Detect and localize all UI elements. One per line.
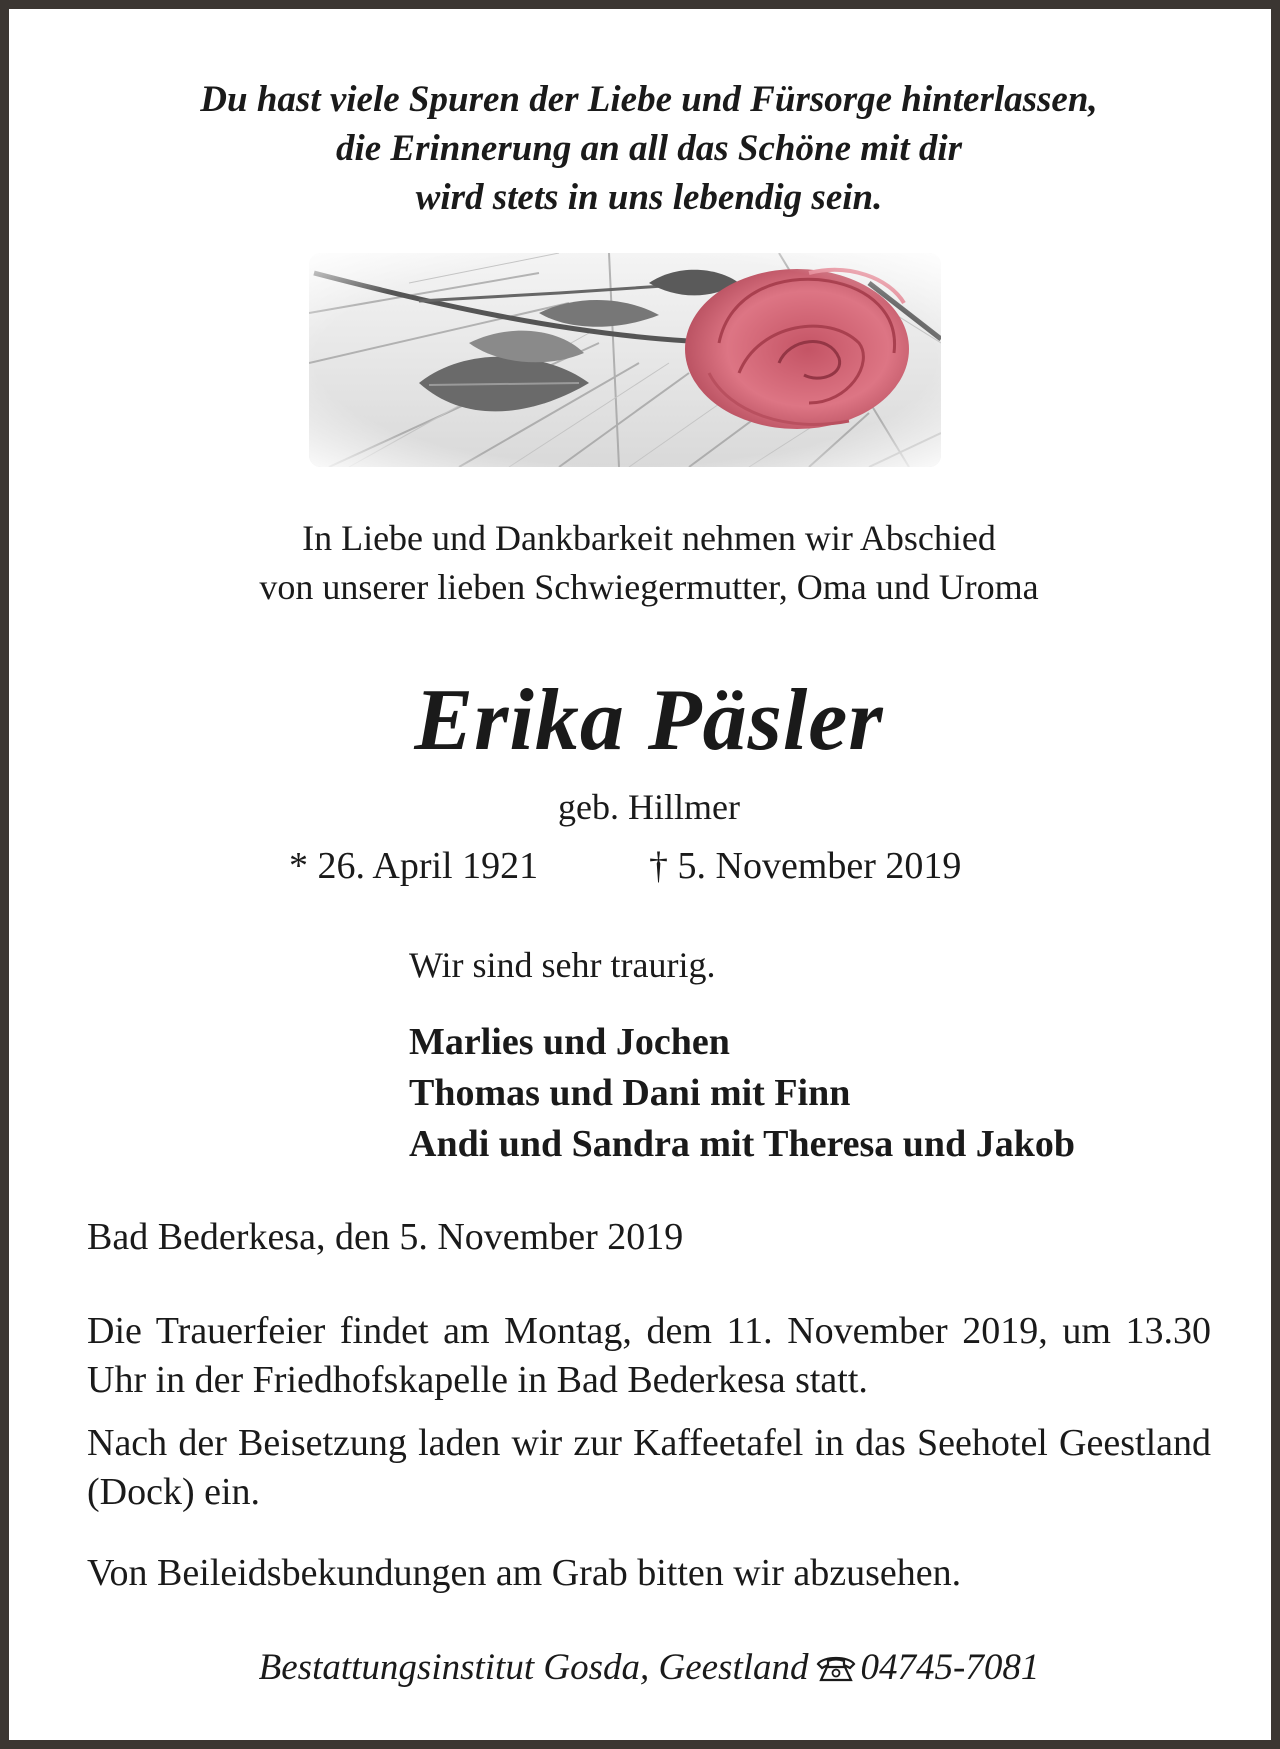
deceased-name: Erika Päsler (414, 672, 884, 769)
mourners-list (409, 1017, 1075, 1170)
intro-line: In Liebe und Dankbarkeit nehmen wir Abschied (302, 518, 996, 558)
motto-line: die Erinnerung an all das Schöne mit dir (335, 128, 963, 169)
motto-quote (9, 75, 1280, 222)
motto-line: Du hast viele Spuren der Liebe und Fürsorge hinterlassen, (200, 79, 1098, 120)
condolence-note: Von Beileidsbekundungen am Grab bitten wir abzusehen. (87, 1552, 962, 1594)
funeral-service-info: Die Trauerfeier findet am Montag, dem 11. November 2019, um 13.30 Uhr in der Friedhofskapelle in Bad Bederkesa statt. (87, 1310, 1211, 1401)
mourner-line: Marlies und Jochen (409, 1021, 730, 1063)
funeral-home-phone: 04745-7081 (860, 1647, 1040, 1688)
motto-line: wird stets in uns lebendig sein. (415, 177, 883, 218)
death-date: † 5. November 2019 (649, 845, 962, 887)
reception-info: Nach der Beisetzung laden wir zur Kaffeetafel in das Seehotel Geestland (Dock) ein. (87, 1422, 1211, 1513)
birth-date: * 26. April 1921 (289, 845, 539, 887)
birth-name: geb. Hillmer (558, 787, 740, 827)
mourner-line: Andi und Sandra mit Theresa und Jakob (409, 1123, 1075, 1165)
rose-image (309, 253, 941, 467)
mourner-line: Thomas und Dani mit Finn (409, 1072, 851, 1114)
funeral-home-line (9, 1645, 1280, 1691)
funeral-home-name: Bestattungsinstitut Gosda, Geestland (258, 1647, 809, 1688)
farewell-intro (9, 514, 1280, 612)
telephone-icon (815, 1653, 857, 1683)
intro-line: von unserer lieben Schwiegermutter, Oma und Uroma (259, 567, 1039, 607)
family-statement: Wir sind sehr traurig. (409, 945, 716, 985)
place-and-date: Bad Bederkesa, den 5. November 2019 (87, 1216, 684, 1258)
